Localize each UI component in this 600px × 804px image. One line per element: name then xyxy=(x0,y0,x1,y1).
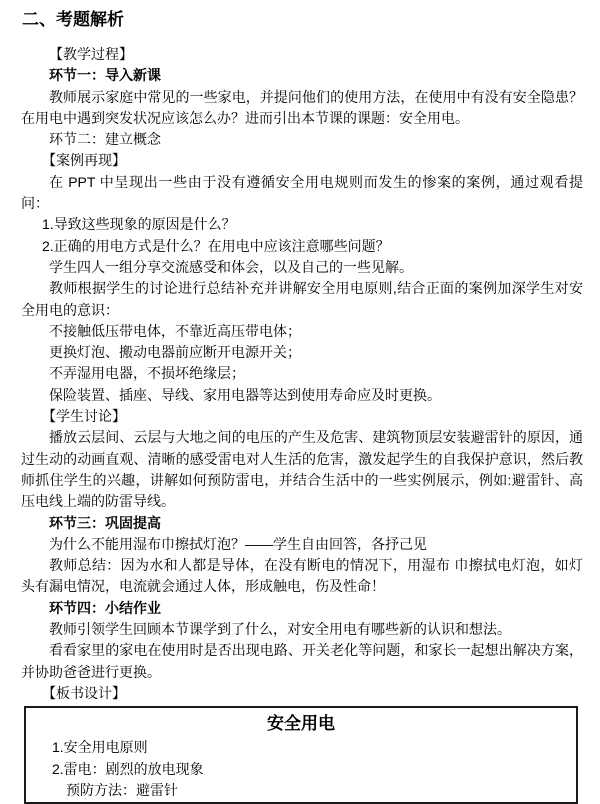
paragraph: 教师根据学生的讨论进行总结补充并讲解安全用电原则,结合正面的案例加深学生对安全用电的意识： xyxy=(21,280,583,318)
paragraph: 播放云层间、云层与大地之间的电压的产生及危害、建筑物顶层安装避雷针的原因，通过生动的动画直观、清晰的感受雷电对人生活的危害，激发起学生的自我保护意识，然后教师抓住学生的兴趣，讲解如何预防雷电，并结合生活中的一些实例展示，例如:避雷针、高压电线上端的防雷导线。 xyxy=(21,429,583,510)
page-title: 二、考题解析 xyxy=(22,10,124,29)
paragraph: 【教学过程】 xyxy=(49,46,133,62)
paragraph: 教师总结：因为水和人都是导体，在没有断电的情况下，用湿布 巾擦拭电灯泡，如灯头有漏电情况，电流就会通过人体，形成触电，伤及性命！ xyxy=(21,557,583,595)
board-line: 1.安全用电原则 xyxy=(52,739,148,756)
paragraph: 教师展示家庭中常见的一些家电，并提问他们的使用方法，在使用中有没有安全隐患？在用电中遇到突发状况应该怎么办？进而引出本节课的课题：安全用电。 xyxy=(21,88,583,126)
paragraph: 1.导致这些现象的原因是什么？ xyxy=(42,216,236,233)
paragraph: 学生四人一组分享交流感受和体会，以及自己的一些见解。 xyxy=(49,258,413,275)
paragraph: 不接触低压带电体，不靠近高压带电体； xyxy=(49,322,301,339)
paragraph: 【案例再现】 xyxy=(42,152,126,169)
paragraph: 在 PPT 中呈现出一些由于没有遵循安全用电规则而发生的惨案的案例，通过观看提问： xyxy=(21,173,583,212)
paragraph: 【学生讨论】 xyxy=(42,408,126,425)
paragraph: 教师引领学生回顾本节课学到了什么，对安全用电有哪些新的认识和想法。 xyxy=(49,621,511,638)
paragraph: 不弄湿用电器，不损坏绝缘层； xyxy=(49,365,245,382)
paragraph: 环节二：建立概念 xyxy=(49,131,161,148)
paragraph: 环节三：巩固提高 xyxy=(49,514,161,531)
paragraph: 2.正确的用电方式是什么？在用电中应该注意哪些问题？ xyxy=(42,237,390,254)
paragraph: 【板书设计】 xyxy=(42,684,126,701)
paragraph: 环节四：小结作业 xyxy=(49,599,161,616)
board-design-box xyxy=(24,706,578,804)
board-lines xyxy=(36,737,566,802)
board-title: 安全用电 xyxy=(267,714,335,734)
document-body xyxy=(21,44,583,704)
paragraph: 更换灯泡、搬动电器前应断开电源开关； xyxy=(49,344,301,361)
board-line: 预防方法：避雷针 xyxy=(66,782,178,799)
paragraph: 保险装置、插座、导线、家用电器等达到使用寿命应及时更换。 xyxy=(49,386,441,403)
paragraph: 为什么不能用湿布巾擦拭灯泡？——学生自由回答，各抒己见 xyxy=(49,535,427,552)
paragraph: 看看家里的家电在使用时是否出现电路、开关老化等问题，和家长一起想出解决方案，并协助爸爸进行更换。 xyxy=(21,642,583,680)
paragraph: 环节一：导入新课 xyxy=(49,67,161,84)
board-line: 2.雷电：剧烈的放电现象 xyxy=(52,760,204,777)
